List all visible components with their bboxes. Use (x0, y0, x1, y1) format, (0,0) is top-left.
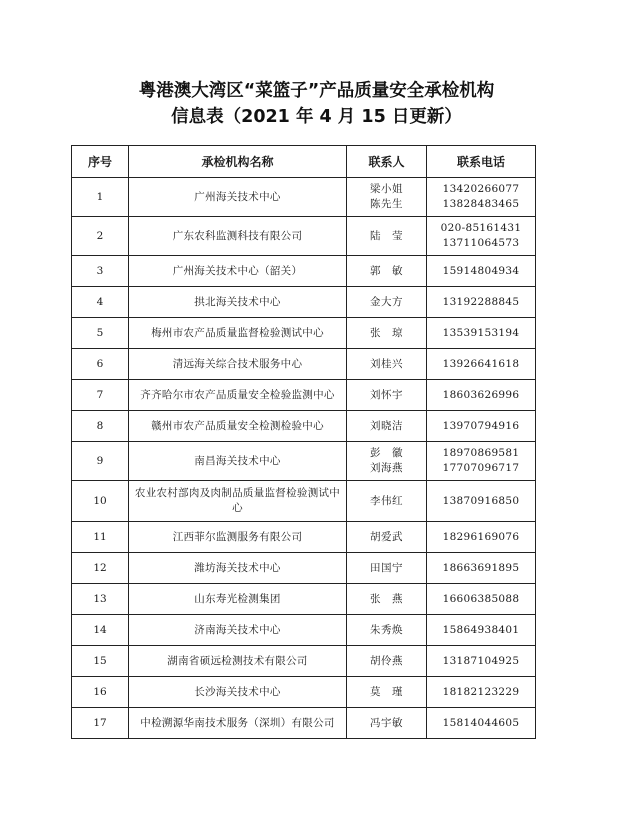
row-contact-phone (427, 442, 536, 481)
phone-number: 15864938401 (442, 623, 520, 636)
row-serial-number: 2 (72, 217, 129, 256)
row-agency-name: 齐齐哈尔市农产品质量安全检验监测中心 (129, 380, 347, 411)
table-body (72, 178, 536, 739)
row-agency-name: 长沙海关技术中心 (129, 677, 347, 708)
row-contact-phone (427, 646, 536, 677)
contact-name: 陆 莹 (370, 229, 403, 242)
inspection-agency-table (71, 145, 536, 739)
title-line-1: 粤港澳大湾区“菜篮子”产品质量安全承检机构 (138, 81, 495, 101)
row-agency-name: 潍坊海关技术中心 (129, 553, 347, 584)
row-contact-phone (427, 411, 536, 442)
row-contact-phone (427, 677, 536, 708)
row-contact-phone (427, 522, 536, 553)
contact-name: 田国宁 (370, 561, 403, 574)
table-row (72, 708, 536, 739)
phone-number: 18182123229 (442, 685, 520, 698)
phone-number: 18296169076 (442, 530, 520, 543)
row-contact-person (347, 256, 427, 287)
table-row (72, 178, 536, 217)
table-row (72, 584, 536, 615)
row-contact-phone (427, 287, 536, 318)
phone-number: 13187104925 (442, 654, 520, 667)
row-contact-phone (427, 615, 536, 646)
table-row (72, 318, 536, 349)
row-serial-number: 9 (72, 442, 129, 481)
row-contact-phone (427, 584, 536, 615)
header-serial-number: 序号 (72, 146, 129, 178)
table-header-row (72, 146, 536, 178)
row-agency-name: 山东寿光检测集团 (129, 584, 347, 615)
header-contact-phone: 联系电话 (427, 146, 536, 178)
row-agency-name: 济南海关技术中心 (129, 615, 347, 646)
row-contact-person (347, 615, 427, 646)
row-contact-phone (427, 318, 536, 349)
row-contact-person (347, 584, 427, 615)
row-serial-number: 16 (72, 677, 129, 708)
row-agency-name: 江西菲尔监测服务有限公司 (129, 522, 347, 553)
table-row (72, 217, 536, 256)
row-contact-person (347, 522, 427, 553)
contact-name: 梁小姐 (370, 183, 403, 195)
row-contact-person (347, 553, 427, 584)
row-contact-person (347, 217, 427, 256)
contact-name: 郭 敏 (370, 264, 403, 277)
row-agency-name: 梅州市农产品质量监督检验测试中心 (129, 318, 347, 349)
row-contact-phone (427, 380, 536, 411)
contact-name: 莫 瑾 (370, 685, 403, 698)
table-row (72, 442, 536, 481)
table-row (72, 553, 536, 584)
row-contact-phone (427, 178, 536, 217)
contact-name: 胡伶燕 (370, 654, 403, 667)
table-row (72, 646, 536, 677)
phone-number: 17707096717 (442, 462, 520, 474)
row-serial-number: 11 (72, 522, 129, 553)
phone-number: 15914804934 (442, 264, 520, 277)
phone-number: 13420266077 (442, 183, 520, 195)
row-serial-number: 4 (72, 287, 129, 318)
row-serial-number: 1 (72, 178, 129, 217)
row-serial-number: 6 (72, 349, 129, 380)
row-agency-name: 广东农科监测科技有限公司 (129, 217, 347, 256)
table-row (72, 411, 536, 442)
phone-number: 13539153194 (442, 326, 520, 339)
row-serial-number: 12 (72, 553, 129, 584)
header-agency-name: 承检机构名称 (129, 146, 347, 178)
contact-name: 刘晓洁 (370, 419, 403, 432)
phone-number: 18663691895 (442, 561, 520, 574)
row-serial-number: 10 (72, 481, 129, 522)
contact-name: 冯宇敏 (370, 716, 403, 729)
phone-number: 16606385088 (442, 592, 520, 605)
contact-name: 金大方 (370, 295, 403, 308)
row-agency-name: 清远海关综合技术服务中心 (129, 349, 347, 380)
row-contact-person (347, 178, 427, 217)
phone-number: 15814044605 (442, 716, 520, 729)
phone-number: 13970794916 (442, 419, 520, 432)
header-contact-person: 联系人 (347, 146, 427, 178)
row-agency-name: 中检溯源华南技术服务（深圳）有限公司 (129, 708, 347, 739)
contact-name: 张 燕 (370, 592, 403, 605)
phone-number: 18603626996 (442, 388, 520, 401)
title-line-2: 信息表（2021 年 4 月 15 日更新） (171, 107, 462, 127)
contact-name: 李伟红 (370, 494, 403, 507)
table-row (72, 380, 536, 411)
contact-name: 胡爱武 (370, 530, 403, 543)
row-serial-number: 13 (72, 584, 129, 615)
row-agency-name: 赣州市农产品质量安全检测检验中心 (129, 411, 347, 442)
phone-number: 13870916850 (442, 494, 520, 507)
row-contact-person (347, 380, 427, 411)
table-row (72, 522, 536, 553)
row-agency-name: 拱北海关技术中心 (129, 287, 347, 318)
row-contact-person (347, 481, 427, 522)
phone-number: 13192288845 (442, 295, 520, 308)
row-serial-number: 5 (72, 318, 129, 349)
document-title (0, 78, 633, 130)
row-agency-name: 农业农村部肉及肉制品质量监督检验测试中心 (129, 481, 347, 522)
table-row (72, 677, 536, 708)
row-serial-number: 7 (72, 380, 129, 411)
phone-number: 13711064573 (442, 237, 520, 249)
row-contact-phone (427, 256, 536, 287)
row-serial-number: 15 (72, 646, 129, 677)
row-contact-person (347, 411, 427, 442)
table-row (72, 287, 536, 318)
table-row (72, 349, 536, 380)
contact-name: 刘海燕 (370, 462, 403, 474)
row-contact-phone (427, 553, 536, 584)
row-contact-phone (427, 217, 536, 256)
row-agency-name: 南昌海关技术中心 (129, 442, 347, 481)
contact-name: 彭 徽 (370, 447, 403, 459)
table-row (72, 615, 536, 646)
row-agency-name: 广州海关技术中心（韶关） (129, 256, 347, 287)
contact-name: 刘桂兴 (370, 357, 403, 370)
row-contact-person (347, 287, 427, 318)
contact-name: 张 琼 (370, 326, 403, 339)
row-serial-number: 17 (72, 708, 129, 739)
table-row (72, 481, 536, 522)
row-contact-person (347, 442, 427, 481)
contact-name: 刘怀宇 (370, 388, 403, 401)
row-agency-name: 湖南省硕远检测技术有限公司 (129, 646, 347, 677)
row-serial-number: 8 (72, 411, 129, 442)
row-contact-phone (427, 481, 536, 522)
row-contact-person (347, 677, 427, 708)
row-contact-phone (427, 349, 536, 380)
phone-number: 13828483465 (442, 198, 520, 210)
contact-name: 陈先生 (370, 198, 403, 210)
row-contact-person (347, 708, 427, 739)
row-serial-number: 3 (72, 256, 129, 287)
row-contact-person (347, 349, 427, 380)
row-contact-person (347, 646, 427, 677)
row-agency-name: 广州海关技术中心 (129, 178, 347, 217)
phone-number: 020-85161431 (440, 222, 522, 234)
phone-number: 18970869581 (442, 447, 520, 459)
row-serial-number: 14 (72, 615, 129, 646)
contact-name: 朱秀焕 (370, 623, 403, 636)
row-contact-phone (427, 708, 536, 739)
phone-number: 13926641618 (442, 357, 520, 370)
row-contact-person (347, 318, 427, 349)
table-row (72, 256, 536, 287)
